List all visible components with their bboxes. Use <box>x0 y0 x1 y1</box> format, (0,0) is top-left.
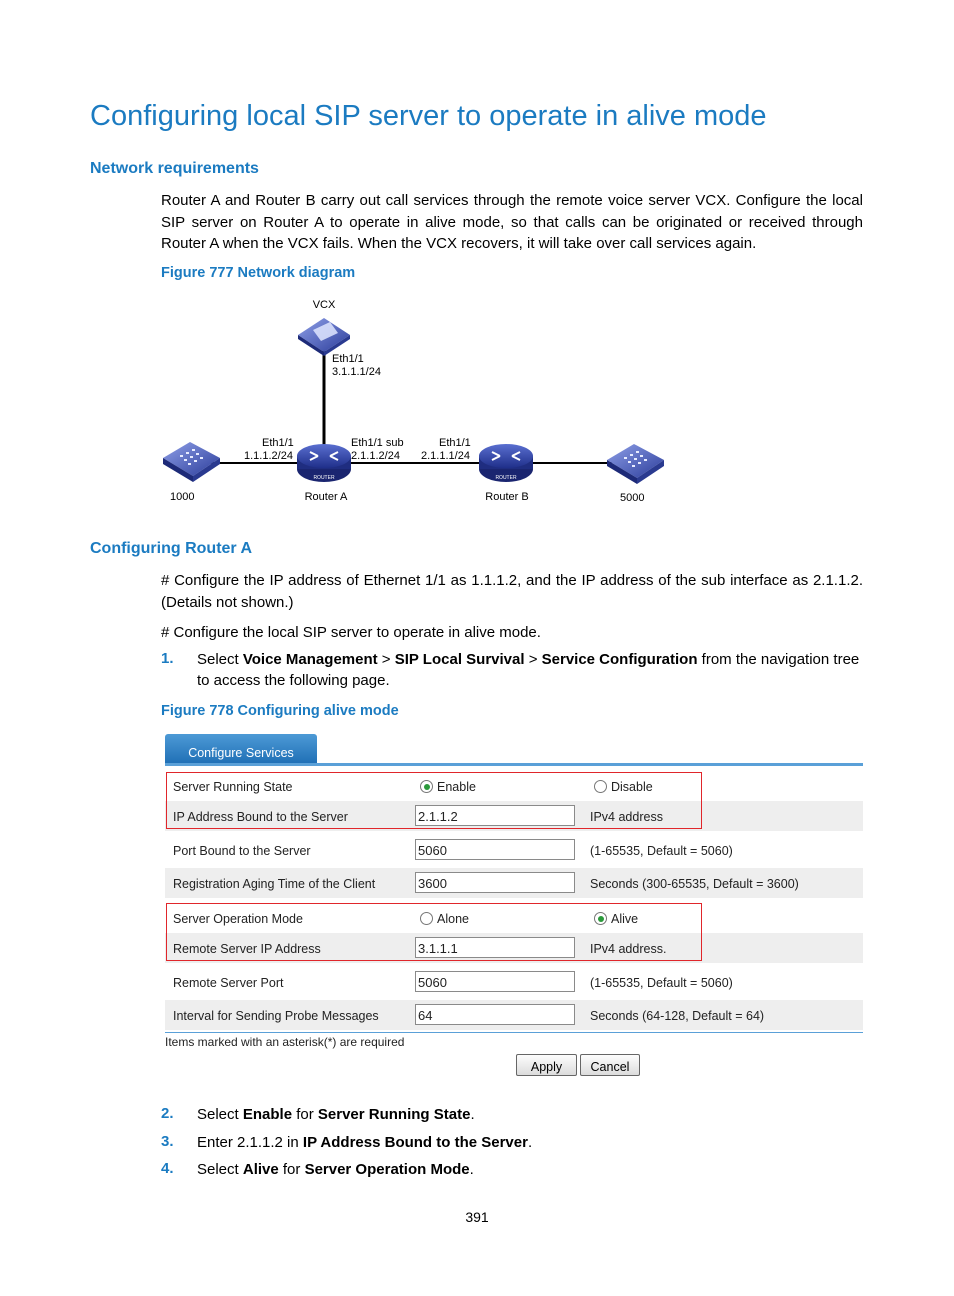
registration-aging-time-input[interactable]: 3600 <box>415 872 575 893</box>
network-diagram <box>155 290 685 515</box>
enable-radio[interactable]: Enable <box>420 780 476 794</box>
step-3-number: 3. <box>161 1133 174 1150</box>
network-requirements-paragraph: Router A and Router B carry out call services through the remote voice server VCX. Configure the local SIP server on Router A to operate in alive mode, so that calls can be originated or received through Router A when the VCX fails. When the VCX recovers, it will take over call services again. <box>161 192 863 252</box>
svg-text:ROUTER: ROUTER <box>495 475 517 481</box>
step-2-text: Select Enable for Server Running State. <box>197 1106 475 1123</box>
step-3-text: Enter 2.1.1.2 in IP Address Bound to the Server. <box>197 1134 533 1151</box>
ip-address-bound-hint: IPv4 address <box>590 810 663 824</box>
step-2-number: 2. <box>161 1105 174 1122</box>
routerA-sub-label: Eth1/1 sub <box>351 437 404 449</box>
required-note: Items marked with an asterisk(*) are required <box>165 1035 405 1049</box>
figure-777-caption: Figure 777 Network diagram <box>161 265 356 281</box>
probe-interval-label: Interval for Sending Probe Messages <box>173 1009 379 1023</box>
vcx-label: VCX <box>312 299 336 311</box>
port-bound-hint: (1-65535, Default = 5060) <box>590 844 733 858</box>
form-bottom-rule <box>165 1032 863 1033</box>
router-a-icon <box>297 444 351 482</box>
phone-1000-label: 1000 <box>170 491 195 503</box>
step-1-text: Select Voice Management > SIP Local Survival > Service Configuration from the navigation tree to access the following page. <box>197 651 860 689</box>
phone-1000-icon <box>163 442 220 482</box>
section-heading-network-requirements: Network requirements <box>90 160 259 177</box>
ip-address-bound-label: IP Address Bound to the Server <box>173 810 348 824</box>
remote-server-ip-input[interactable]: 3.1.1.1 <box>415 937 575 958</box>
vcx-server-icon <box>298 318 350 356</box>
vcx-ip-label: 3.1.1.1/24 <box>332 366 381 378</box>
row-port-bound <box>165 835 863 865</box>
remote-server-ip-label: Remote Server IP Address <box>173 942 321 956</box>
routerA-eth-label: Eth1/1 <box>262 437 294 449</box>
registration-aging-time-hint: Seconds (300-65535, Default = 3600) <box>590 877 799 891</box>
routerA-eth-ip-label: 1.1.1.2/24 <box>244 450 293 462</box>
ip-address-bound-input[interactable]: 2.1.1.2 <box>415 805 575 826</box>
svg-text:ROUTER: ROUTER <box>313 475 335 481</box>
routerA-sub-ip-label: 2.1.1.2/24 <box>351 450 400 462</box>
phone-5000-icon <box>607 444 664 484</box>
server-operation-mode-label: Server Operation Mode <box>173 912 303 926</box>
config-paragraph-1: # Configure the IP address of Ethernet 1/1 as 1.1.1.2, and the IP address of the sub interface as 2.1.1.2. (Details not shown.) <box>161 572 863 611</box>
row-remote-server-port <box>165 967 863 997</box>
phone-5000-label: 5000 <box>620 492 645 504</box>
vcx-interface-label: Eth1/1 <box>332 353 364 365</box>
disable-radio[interactable]: Disable <box>594 780 653 794</box>
section-heading-configuring-router-a: Configuring Router A <box>90 540 253 557</box>
tab-configure-services[interactable]: Configure Services <box>165 734 317 764</box>
remote-server-port-hint: (1-65535, Default = 5060) <box>590 976 733 990</box>
remote-server-ip-hint: IPv4 address. <box>590 942 667 956</box>
row-probe-interval <box>165 1000 863 1030</box>
port-bound-label: Port Bound to the Server <box>173 844 311 858</box>
remote-server-port-input[interactable]: 5060 <box>415 971 575 992</box>
router-a-label: Router A <box>304 491 348 503</box>
router-b-label: Router B <box>485 491 529 503</box>
alone-radio[interactable]: Alone <box>420 912 469 926</box>
step-4-number: 4. <box>161 1160 174 1177</box>
highlight-box-operation-mode <box>166 903 702 961</box>
cancel-button[interactable]: Cancel <box>580 1054 640 1076</box>
router-b-icon <box>479 444 533 482</box>
tab-underline <box>165 763 863 766</box>
alive-radio[interactable]: Alive <box>594 912 638 926</box>
probe-interval-input[interactable]: 64 <box>415 1004 575 1025</box>
config-paragraph-2: # Configure the local SIP server to operate in alive mode. <box>161 624 541 641</box>
port-bound-input[interactable]: 5060 <box>415 839 575 860</box>
step-4-text: Select Alive for Server Operation Mode. <box>197 1161 474 1178</box>
apply-button[interactable]: Apply <box>516 1054 577 1076</box>
probe-interval-hint: Seconds (64-128, Default = 64) <box>590 1009 765 1023</box>
registration-aging-time-label: Registration Aging Time of the Client <box>173 877 376 891</box>
page-number: 391 <box>465 1209 489 1225</box>
highlight-box-server-state <box>166 772 702 829</box>
routerB-eth-ip-label: 2.1.1.1/24 <box>421 450 470 462</box>
server-running-state-label: Server Running State <box>173 780 293 794</box>
page-title: Configuring local SIP server to operate in alive mode <box>90 100 767 132</box>
row-registration-aging-time <box>165 868 863 898</box>
remote-server-port-label: Remote Server Port <box>173 976 284 990</box>
figure-778-caption: Figure 778 Configuring alive mode <box>161 703 399 719</box>
routerB-eth-label: Eth1/1 <box>439 437 471 449</box>
step-1-number: 1. <box>161 650 174 667</box>
